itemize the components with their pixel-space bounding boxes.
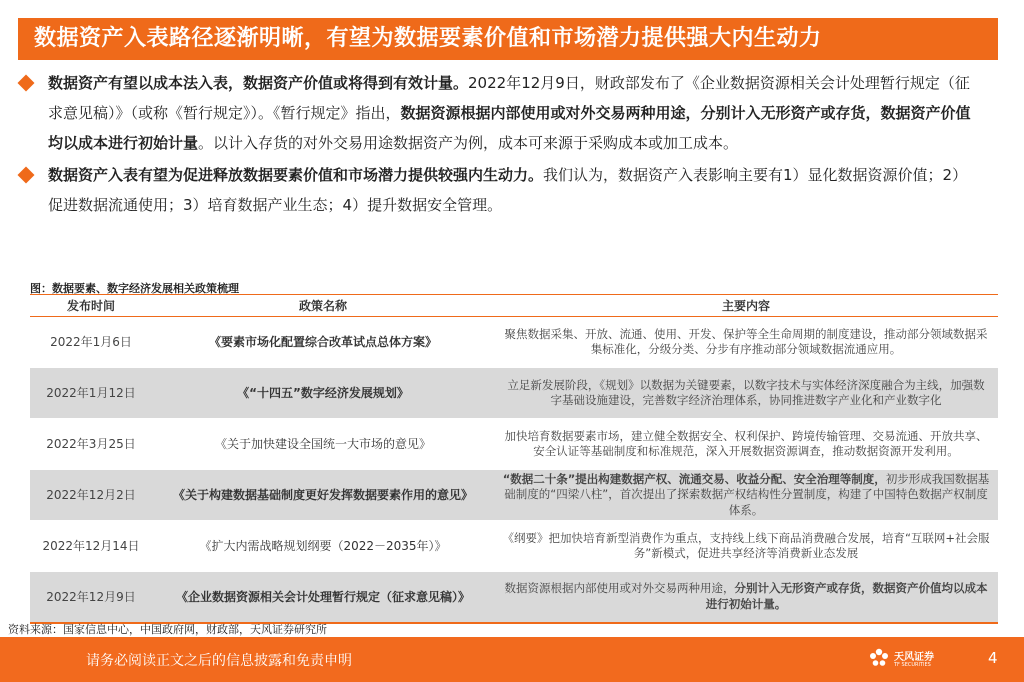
table-row	[30, 470, 998, 521]
bullet-1	[20, 68, 980, 158]
cell-content: 立足新发展阶段，《规划》以数据为关键要素，以数字技术与实体经济深度融合为主线，加强数字基础设施建设，完善数字经济治理体系，协同推进数字产业化和产业数字化	[494, 368, 998, 419]
figure-title: 图：数据要素、数字经济发展相关政策梳理	[30, 282, 239, 295]
flower-logo-icon	[868, 647, 890, 669]
cell-content: 加快培育数据要素市场，建立健全数据安全、权利保护、跨境传输管理、交易流通、开放共享、安全认证等基础制度和标准规范，深入开展数据资源调查，推动数据资源开发利用。	[494, 419, 998, 470]
cell-policy: 《企业数据资源相关会计处理暂行规定（征求意见稿）》	[152, 572, 494, 623]
cell-date: 2022年1月6日	[30, 317, 152, 368]
cell-policy: 《扩大内需战略规划纲要（2022－2035年）》	[152, 521, 494, 572]
table-row	[30, 572, 998, 623]
cell-content	[494, 572, 998, 623]
table-header-row	[30, 295, 998, 317]
table-row	[30, 419, 998, 470]
bullet-2-lead: 数据资产入表有望为促进释放数据要素价值和市场潜力提供较强内生动力。	[48, 166, 544, 184]
page-title: 数据资产入表路径逐渐明晰，有望为数据要素价值和市场潜力提供强大内生动力	[18, 18, 998, 60]
footer-bar	[0, 637, 1024, 682]
bullet-1-tail: 。以计入存货的对外交易用途数据资产为例，成本可来源于采购成本或加工成本。	[198, 134, 739, 152]
cell-date: 2022年12月14日	[30, 521, 152, 572]
source-note: 资料来源：国家信息中心，中国政府网，财政部，天风证券研究所	[8, 623, 327, 636]
logo-subtext: TF SECURITIES	[894, 662, 931, 668]
header-date: 发布时间	[30, 295, 152, 317]
diamond-bullet-icon	[18, 167, 35, 184]
cell-content	[494, 470, 998, 521]
cell-content-text: 初步形成我国数据基础制度的“四梁八柱”，首次提出了探索数据产权结构性分置制度，构建了中国特色数据产权制度体系。	[504, 471, 990, 517]
bullet-1-highlight: 数据资源根据内部使用或对外交易两种用途，分别计入无形资产或存货，数据资产价值均以成本进行初始计量	[48, 104, 971, 152]
cell-content-text: 数据资源根据内部使用或对外交易两种用途，	[504, 581, 735, 596]
cell-date: 2022年12月9日	[30, 572, 152, 623]
disclaimer-link[interactable]: 请务必阅读正文之后的信息披露和免责申明	[86, 653, 352, 669]
cell-content: 《纲要》把加快培育新型消费作为重点，支持线上线下商品消费融合发展，培育“互联网+社会服务”新模式，促进共享经济等消费新业态发展	[494, 521, 998, 572]
page-number: 4	[988, 649, 998, 667]
cell-date: 2022年1月12日	[30, 368, 152, 419]
bullet-1-text: 2022年12月9日，财政部发布了《企业数据资源相关会计处理暂行规定（征求意见稿）》（或称《暂行规定》）。《暂行规定》指出，	[48, 74, 970, 122]
cell-date: 2022年3月25日	[30, 419, 152, 470]
policy-table	[30, 294, 998, 624]
cell-policy: 《关于构建数据基础制度更好发挥数据要素作用的意见》	[152, 470, 494, 521]
header-policy: 政策名称	[152, 295, 494, 317]
cell-content-highlight: 分别计入无形资产或存货，数据资产价值均以成本进行初始计量。	[705, 581, 988, 611]
cell-content-highlight: “数据二十条”提出构建数据产权、流通交易、收益分配、安全治理等制度，	[502, 471, 886, 486]
company-logo	[868, 645, 938, 675]
diamond-bullet-icon	[18, 75, 35, 92]
table-row	[30, 521, 998, 572]
logo-text: 天风证券	[894, 652, 934, 663]
bullet-2-text: 我们认为，数据资产入表影响主要有1）显化数据资源价值；2）促进数据流通使用；3）培育数据产业生态；4）提升数据安全管理。	[48, 166, 968, 214]
table-row	[30, 317, 998, 368]
bullet-1-lead: 数据资产有望以成本法入表，数据资产价值或将得到有效计量。	[48, 74, 469, 92]
cell-date: 2022年12月2日	[30, 470, 152, 521]
cell-policy: 《关于加快建设全国统一大市场的意见》	[152, 419, 494, 470]
summary-bullets	[20, 68, 980, 220]
header-content: 主要内容	[494, 295, 998, 317]
cell-policy: 《“十四五”数字经济发展规划》	[152, 368, 494, 419]
bullet-2	[20, 160, 980, 220]
cell-content: 聚焦数据采集、开放、流通、使用、开发、保护等全生命周期的制度建设，推动部分领域数据采集标准化，分级分类、分步有序推动部分领域数据流通应用。	[494, 317, 998, 368]
cell-policy: 《要素市场化配置综合改革试点总体方案》	[152, 317, 494, 368]
table-row	[30, 368, 998, 419]
